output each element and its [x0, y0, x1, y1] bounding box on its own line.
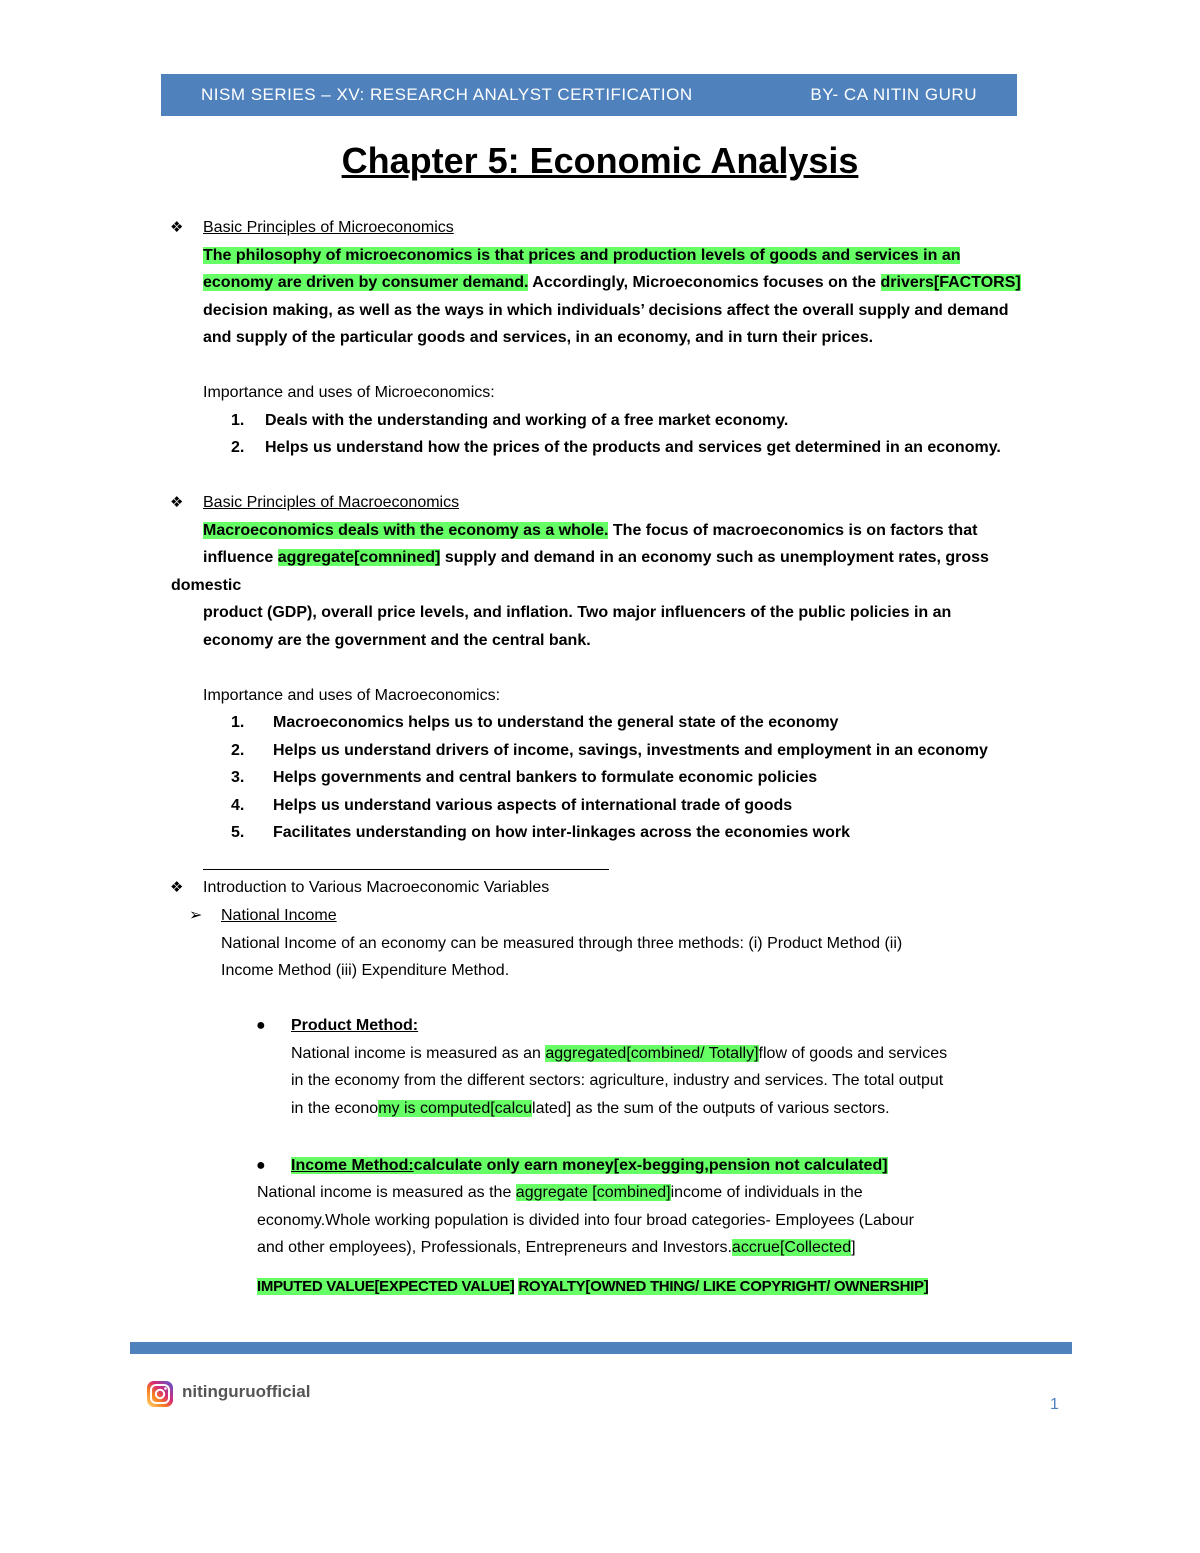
diamond-bullet-icon: ❖ — [170, 494, 184, 511]
highlight: accrue[Collected — [731, 1239, 852, 1256]
income-line-1 — [257, 1182, 863, 1204]
list-number: 2. — [231, 742, 245, 759]
micro-para-line-4: and supply of the particular goods and services, in an economy, and in turn their prices. — [203, 329, 874, 346]
list-number: 5. — [231, 824, 245, 841]
list-item: Facilitates understanding on how inter-linkages across the economies work — [273, 824, 851, 841]
micro-heading: Basic Principles of Microeconomics — [203, 219, 454, 236]
list-item: Helps us understand drivers of income, savings, investments and employment in an economy — [273, 742, 988, 759]
income-line-3 — [257, 1237, 856, 1259]
highlight: aggregate [combined] — [515, 1184, 671, 1201]
income-method-line — [291, 1155, 888, 1177]
text: The focus of macroeconomics is on factors that — [608, 522, 978, 539]
header-title: NISM SERIES – XV: RESEARCH ANALYST CERTIFICATION — [201, 85, 693, 104]
text: and other employees), Professionals, Entrepreneurs and Investors. — [257, 1239, 732, 1256]
list-number: 1. — [231, 714, 245, 731]
income-line-2: economy.Whole working population is divided into four broad categories- Employees (Labour — [257, 1212, 914, 1229]
micro-para-line-2 — [203, 272, 1021, 294]
micro-uses-heading: Importance and uses of Microeconomics: — [203, 384, 495, 401]
list-item: Helps us understand how the prices of the products and services get determined in an economy. — [265, 439, 1001, 456]
text: Accordingly, Microeconomics focuses on the — [528, 274, 881, 291]
text: ] — [851, 1239, 856, 1256]
list-item: Helps us understand various aspects of international trade of goods — [273, 797, 793, 814]
header-bar — [161, 74, 1017, 116]
text: income of individuals in the — [670, 1184, 863, 1201]
product-line-2: in the economy from the different sectors: agriculture, industry and services. The total output — [291, 1072, 944, 1089]
intro-line-1: National Income of an economy can be measured through three methods: (i) Product Method (ii) — [221, 935, 903, 952]
highlight: The philosophy of microeconomics is that prices and production levels of goods and services in an — [203, 247, 961, 264]
page-number: 1 — [1050, 1396, 1059, 1413]
list-item: Helps governments and central bankers to formulate economic policies — [273, 769, 818, 786]
micro-para-line-3: decision making, as well as the ways in which individuals’ decisions affect the overall supply and demand — [203, 302, 1009, 319]
micro-para-line-1 — [203, 245, 960, 267]
page-title: Chapter 5: Economic Analysis — [341, 140, 859, 181]
highlight: my is computed[calcu — [378, 1100, 533, 1117]
footer-bar — [130, 1342, 1072, 1354]
text: flow of goods and services — [758, 1045, 948, 1062]
text: lated] as the sum of the outputs of various sectors. — [532, 1100, 890, 1117]
highlight: ROYALTY[OWNED THING/ LIKE COPYRIGHT/ OWNERSHIP] — [518, 1278, 929, 1295]
intro-heading: Introduction to Various Macroeconomic Variables — [203, 879, 550, 896]
income-method-label: Income Method: — [291, 1157, 414, 1174]
list-number: 2. — [231, 439, 245, 456]
list-item: Macroeconomics helps us to understand the general state of the economy — [273, 714, 839, 731]
highlight: calculate only earn money[ex-begging,pension not calculated] — [413, 1157, 888, 1174]
macro-para-line-4: product (GDP), overall price levels, and inflation. Two major influencers of the public policies in an — [203, 604, 952, 621]
horizontal-divider — [203, 869, 609, 870]
intro-line-2: Income Method (iii) Expenditure Method. — [221, 962, 510, 979]
highlight: economy are driven by consumer demand. — [203, 274, 529, 291]
macro-para-line-5: economy are the government and the central bank. — [203, 632, 591, 649]
diamond-bullet-icon: ❖ — [170, 219, 184, 236]
list-number: 1. — [231, 412, 245, 429]
text: influence — [203, 549, 278, 566]
highlight: aggregated[combined/ Totally] — [545, 1045, 759, 1062]
list-number: 3. — [231, 769, 245, 786]
highlight: drivers[FACTORS] — [880, 274, 1021, 291]
highlight: aggregate[comnined] — [277, 549, 441, 566]
list-number: 4. — [231, 797, 245, 814]
product-line-3 — [291, 1098, 890, 1120]
imputed-royalty-line — [257, 1276, 928, 1298]
diamond-bullet-icon: ❖ — [170, 879, 184, 896]
highlight: IMPUTED VALUE[EXPECTED VALUE] — [257, 1278, 515, 1295]
text: in the econo — [291, 1100, 379, 1117]
macro-para-line-2 — [203, 547, 989, 569]
product-line-1 — [291, 1043, 947, 1065]
list-item: Deals with the understanding and working of a free market economy. — [265, 412, 789, 429]
arrow-bullet-icon: ➢ — [189, 907, 203, 924]
instagram-handle: nitinguruofficial — [182, 1382, 311, 1401]
text: National income is measured as an — [291, 1045, 546, 1062]
macro-para-line-3: domestic — [171, 577, 242, 594]
dot-bullet-icon: ● — [256, 1157, 266, 1174]
header-author: BY- CA NITIN GURU — [810, 85, 977, 104]
dot-bullet-icon: ● — [256, 1017, 266, 1034]
text: supply and demand in an economy such as unemployment rates, gross — [440, 549, 989, 566]
highlight: Macroeconomics deals with the economy as a whole. — [203, 522, 609, 539]
macro-uses-heading: Importance and uses of Macroeconomics: — [203, 687, 501, 704]
text: National income is measured as the — [257, 1184, 516, 1201]
national-income-heading: National Income — [221, 907, 337, 924]
macro-para-line-1 — [203, 520, 977, 542]
instagram-icon — [146, 1380, 174, 1408]
macro-heading: Basic Principles of Macroeconomics — [203, 494, 460, 511]
product-method-label: Product Method: — [291, 1017, 419, 1034]
